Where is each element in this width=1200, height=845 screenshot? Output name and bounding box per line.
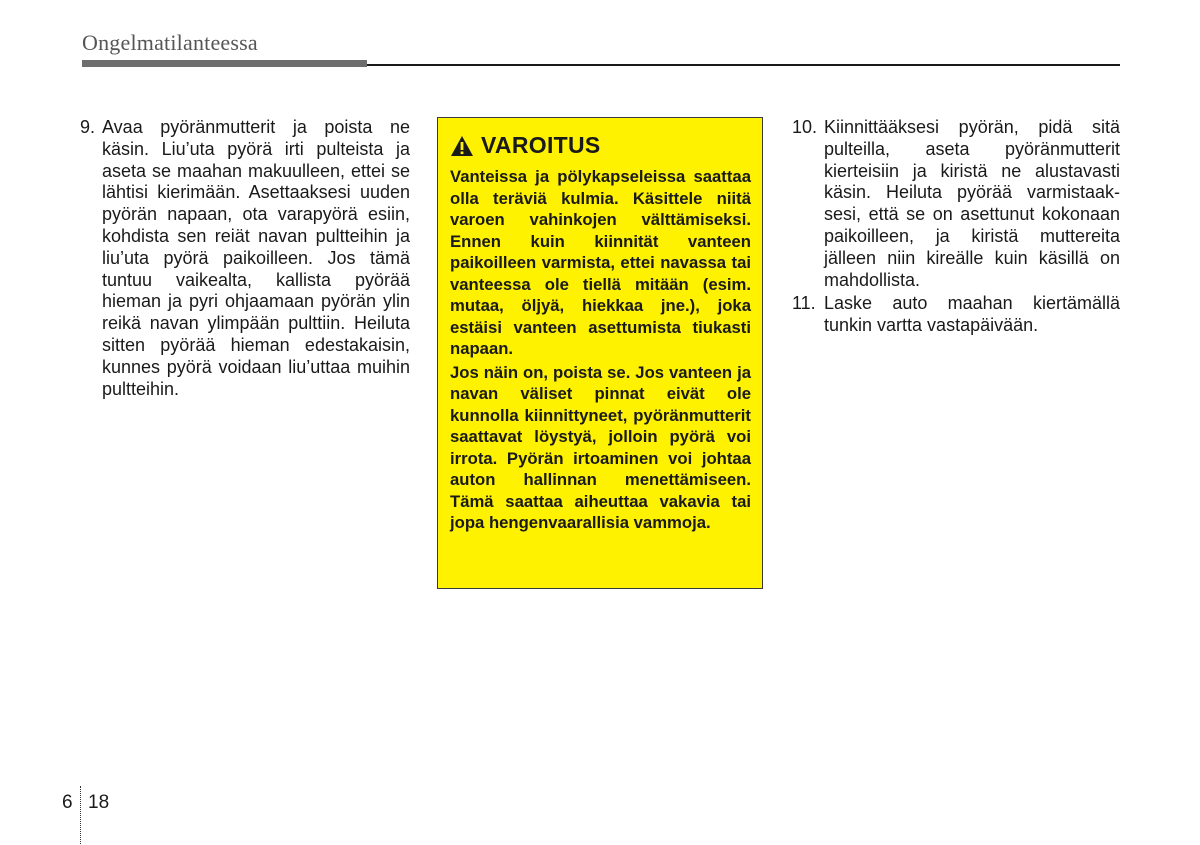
step-text: Avaa pyöränmutterit ja poista ne käsin. Liu’uta pyörä irti pulteista ja aseta se maahan makuulleen, ettei se lähtisi kierimään. Asettaaksesi uuden pyörän napaan, ota varapyörä esiin, kohdista sen reiät navan pultteihin ja liu’uta pyörä paikoilleen. Jos tämä tuntuu vaikealta, kallista pyörää hieman ja pyri ohjaamaan pyörän ylin reikä navan ylimpään pulttiin. Heiluta sitten pyörää hieman edestakaisin, kunnes pyörä voidaan liu’uttaa muihin pultteihin.: [102, 117, 410, 399]
step-text: Laske auto maahan kiertämällä tunkin vartta vastapäivään.: [824, 293, 1120, 336]
warning-box: [437, 117, 763, 589]
step-text: Kiinnittääksesi pyörän, pidä sitä pulteilla, aseta pyöränmutterit kierteisiin ja kiristä ne alustavasti käsin. Heiluta pyörää varmistaaksesi, että se on asettunut kokonaan paikoilleen, ja kiristä muttereita jälleen niin kireälle kuin käsillä on mahdollista.: [824, 117, 1120, 290]
warning-triangle-icon: [450, 135, 474, 157]
header-rule-thick: [82, 60, 367, 67]
left-column: [80, 117, 410, 402]
step-number: 9.: [80, 117, 96, 137]
step-9: [80, 117, 410, 400]
warning-paragraph-1: Vanteissa ja pölykapseleissa saattaa olla teräviä kulmia. Käsittele niitä varoen vahinkojen välttämiseksi. Ennen kuin kiinnität vanteen paikoilleen varmista, ettei navassa tai vanteessa ole tiellä mitään (esim. mutaa, öljyä, hiekkaa jne.), joka estäisi vanteen asettumista tiukasti napaan.: [450, 167, 751, 358]
step-number: 10.: [792, 117, 818, 137]
header-rule-thin: [367, 64, 1120, 66]
warning-title: VAROITUS: [481, 132, 601, 158]
step-number: 11.: [792, 293, 816, 314]
chapter-number: 6: [62, 792, 73, 813]
footer-divider: [80, 786, 82, 844]
right-column: [792, 117, 1120, 339]
section-title: Ongelmatilanteessa: [82, 30, 258, 55]
step-10: [792, 117, 1120, 291]
page-number: 18: [88, 792, 110, 813]
step-11: [792, 293, 1120, 337]
warning-paragraph-2: Jos näin on, poista se. Jos vanteen ja navan väliset pinnat eivät ole kunnolla kiinnittyneet, pyöränmutterit saattavat löystyä, jolloin pyörä voi irrota. Pyörän irtoaminen voi johtaa auton hallinnan menettämiseen. Tämä saattaa aiheuttaa vakavia tai jopa hengenvaarallisia vammoja.: [450, 362, 751, 532]
warning-header: [450, 132, 751, 159]
